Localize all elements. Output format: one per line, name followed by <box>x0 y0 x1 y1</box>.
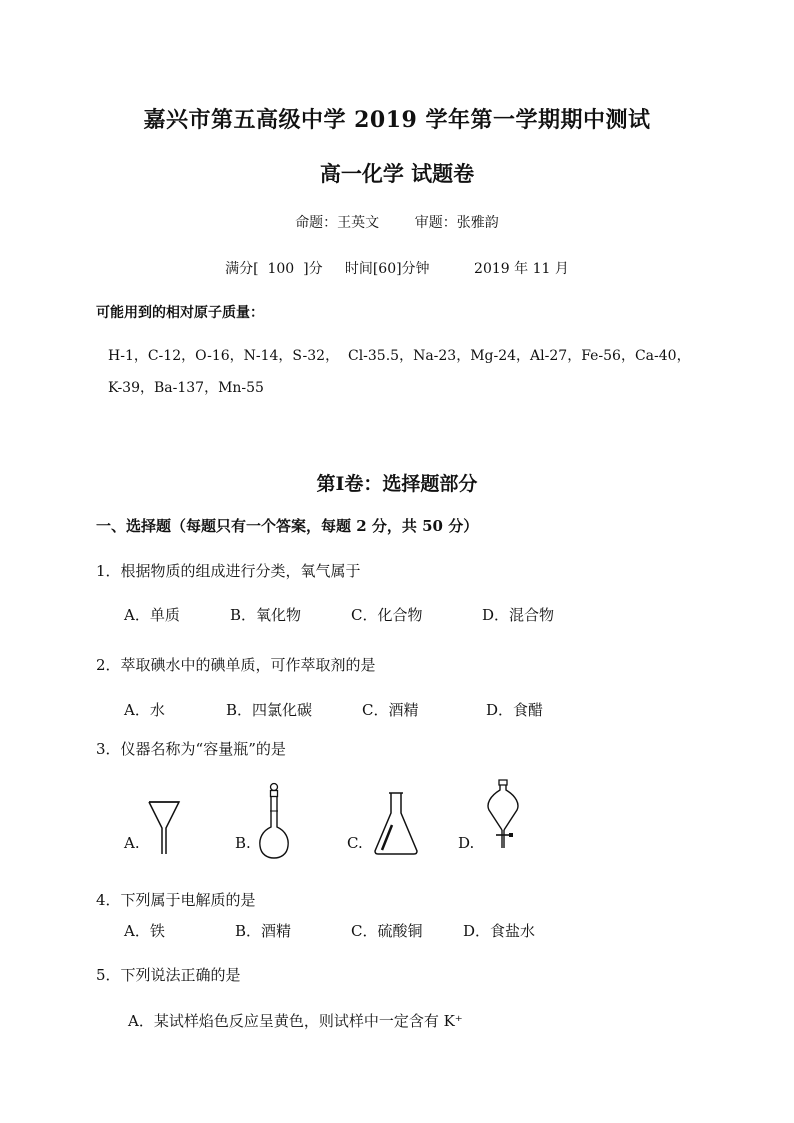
erlenmeyer-flask-icon <box>372 791 420 857</box>
question-4-stem: 4．下列属于电解质的是 <box>96 891 256 909</box>
question-3-stem: 3．仪器名称为“容量瓶”的是 <box>96 740 286 758</box>
section-title: 第Ⅰ卷：选择题部分 <box>316 473 478 495</box>
atomic-mass-line-2: K-39，Ba-137，Mn-55 <box>108 380 264 396</box>
exam-title: 嘉兴市第五高级中学 2019 学年第一学期期中测试 <box>143 107 651 133</box>
atomic-mass-label: 可能用到的相对原子质量： <box>96 305 264 321</box>
question-2-option-d: D．食醋 <box>486 701 544 719</box>
question-1-option-a: A．单质 <box>124 606 180 624</box>
question-2-option-c: C．酒精 <box>362 701 419 719</box>
question-5-option-a: A．某试样焰色反应呈黄色，则试样中一定含有 K⁺ <box>128 1012 463 1030</box>
question-2-option-a: A．水 <box>124 701 165 719</box>
question-4-option-a: A．铁 <box>124 922 165 940</box>
question-5-stem: 5．下列说法正确的是 <box>96 966 241 984</box>
funnel-icon <box>146 796 182 858</box>
question-3-option-a: A. <box>124 834 140 852</box>
question-2-stem: 2．萃取碘水中的碘单质，可作萃取剂的是 <box>96 656 376 674</box>
question-1-stem: 1．根据物质的组成进行分类，氧气属于 <box>96 562 361 580</box>
question-1-option-d: D．混合物 <box>482 606 555 624</box>
question-4-option-d: D．食盐水 <box>463 922 536 940</box>
question-3-option-b: B. <box>235 834 251 852</box>
question-3-option-c: C. <box>347 834 363 852</box>
atomic-mass-line-1: H-1，C-12，O-16，N-14，S-32， Cl-35.5，Na-23，Mg-24，Al-27，Fe-56，Ca-40， <box>108 348 691 364</box>
exam-authors: 命题：王英文 审题：张雅韵 <box>295 215 499 231</box>
question-4-option-b: B．酒精 <box>235 922 292 940</box>
exam-subtitle: 高一化学 试题卷 <box>319 161 475 186</box>
question-1-option-c: C．化合物 <box>351 606 423 624</box>
question-2-option-b: B．四氯化碳 <box>226 701 313 719</box>
question-4-option-c: C．硫酸铜 <box>351 922 423 940</box>
part-instructions: 一、选择题（每题只有一个答案，每题 2 分，共 50 分） <box>96 517 479 535</box>
volumetric-flask-icon <box>256 781 292 861</box>
separatory-funnel-icon <box>482 778 524 850</box>
question-3-option-d: D. <box>458 834 475 852</box>
exam-meta: 满分[ 100 ]分 时间[60]分钟 2019 年 11 月 <box>225 261 569 277</box>
question-1-option-b: B．氧化物 <box>230 606 302 624</box>
